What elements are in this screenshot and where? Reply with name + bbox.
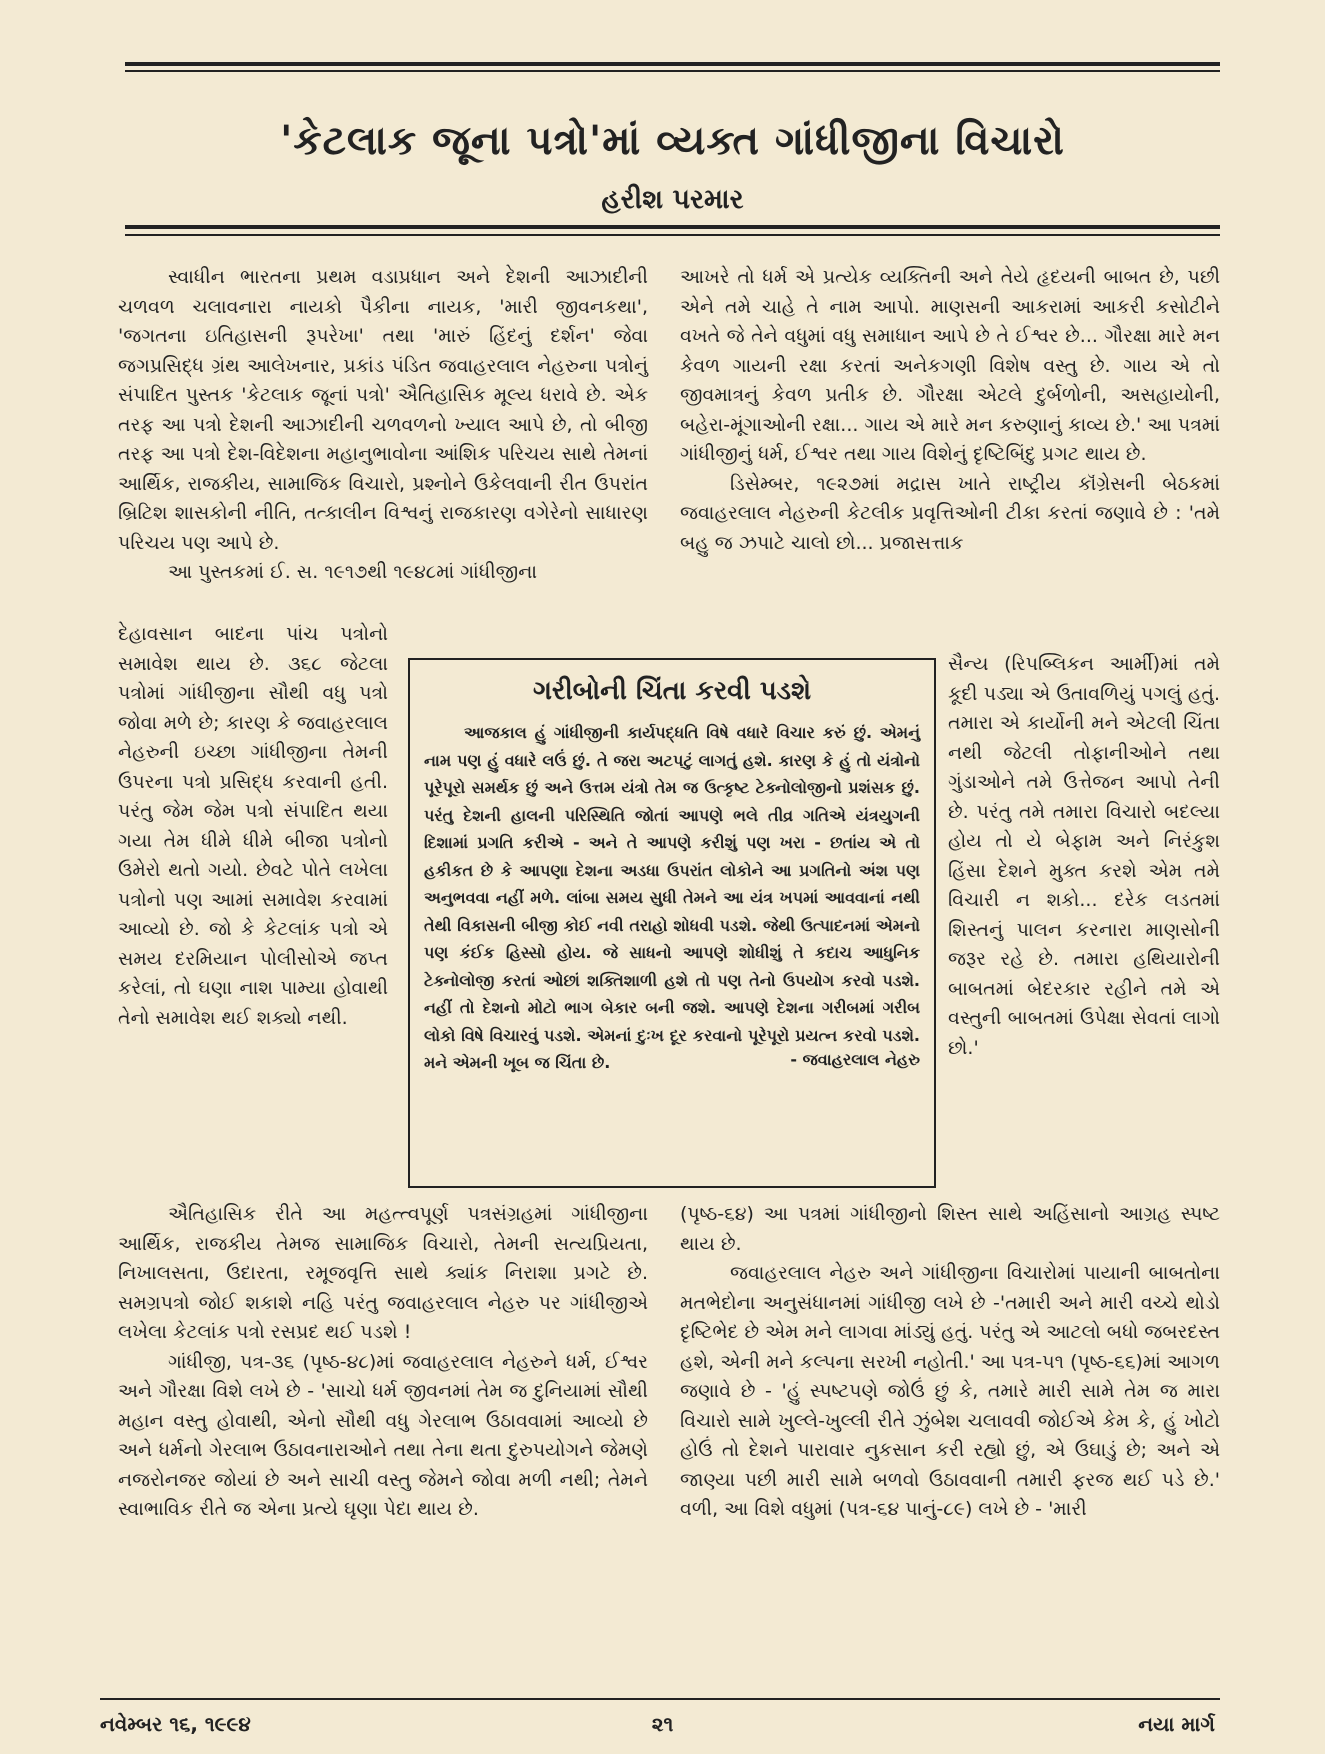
- right-column-top: [680, 263, 1220, 558]
- box-body: [424, 719, 920, 1077]
- box-paragraph: આજકાલ હું ગાંધીજીની કાર્યપદ્ધતિ વિષે વધારે વિચાર કરું છું. એમનું નામ પણ હું વધારે લઉં છું. તે જરા અટપટું લાગતું હશે. કારણ કે હું તો યંત્રોનો પૂરેપૂરો સમર્થક છું અને ઉત્તમ યંત્રો તેમ જ ઉત્કૃષ્ટ ટેક્નોલોજીનો પ્રશંસક છું. પરંતુ દેશની હાલની પરિસ્થિતિ જોતાં આપણે ભલે તીવ્ર ગતિએ યંત્રયુગની દિશામાં પ્રગતિ કરીએ - અને તે આપણે કરીશું પણ ખરા - છતાંય એ તો હકીકત છે કે આપણા દેશના અડધા ઉપરાંત લોકોને આ પ્રગતિનો અંશ પણ અનુભવવા નહીં મળે. લાંબા સમય સુધી તેમને આ યંત્ર ખપમાં આવવાનાં નથી તેથી વિકાસની બીજી કોઈ નવી તરાહો શોધવી પડશે. જેથી ઉત્પાદનમાં એમનો પણ કંઈક હિસ્સો હોય. જે સાધનો આપણે શોધીશું તે કદાચ આધુનિક ટેક્નોલોજી કરતાં ઓછાં શક્તિશાળી હશે તો પણ તેનો ઉપયોગ કરવો પડશે. નહીં તો દેશનો મોટો ભાગ બેકાર બની જશે. આપણે દેશના ગરીબમાં ગરીબ લોકો વિષે વિચારવું પડશે. એમનાં દુઃખ દૂર કરવાનો પૂરેપૂરો પ્રયત્ન કરવો પડશે. મને એમની ખૂબ જ ચિંતા છે.: [424, 723, 920, 1072]
- quote-box: [408, 658, 936, 1188]
- box-signature: - જવાહરલાલ નેહરુ: [790, 1049, 920, 1069]
- paragraph: ગાંધીજી, પત્ર-૩૬ (પૃષ્ઠ-૪૮)માં જવાહરલાલ નેહરુને ધર્મ, ઈશ્વર અને ગૌરક્ષા વિશે લખે છે - 'સાચો ધર્મ જીવનમાં તેમ જ દુનિયામાં સૌથી મહાન વસ્તુ હોવાથી, એનો સૌથી વધુ ગેરલાભ ઉઠાવવામાં આવ્યો છે અને ધર્મનો ગેરલાભ ઉઠાવનારાઓને તથા તેના થતા દુરુપયોગને જેમણે નજરોનજર જોયાં છે અને સાચી વસ્તુ જેમને જોવા મળી નથી; તેમને સ્વાભાવિક રીતે જ એના પ્રત્યે ઘૃણા પેદા થાય છે.: [118, 1350, 648, 1520]
- left-column-wrap: [118, 620, 388, 1033]
- footer-date: નવેમ્બર ૧૬, ૧૯૯૪: [100, 1712, 251, 1736]
- paragraph-start: આ પુસ્તકમાં ઈ. સ. ૧૯૧૭થી ૧૯૪૮માં ગાંધીજીના: [168, 561, 537, 583]
- article-author: હરીશ પરમાર: [601, 184, 744, 215]
- paragraph: સ્વાધીન ભારતના પ્રથમ વડાપ્રધાન અને દેશની આઝાદીની ચળવળ ચલાવનારા નાયકો પૈકીના નાયક, 'મારી જીવનકથા', 'જગતના ઇતિહાસની રૂપરેખા' તથા 'મારું હિંદનું દર્શન' જેવા જગપ્રસિદ્ધ ગ્રંથ આલેખનાર, પ્રકાંડ પંડિત જવાહરલાલ નેહરુના પત્રોનું સંપાદિત પુસ્તક 'કેટલાક જૂનાં પત્રો' ઐતિહાસિક મૂલ્ય ધરાવે છે. એક તરફ આ પત્રો દેશની આઝાદીની ચળવળનો ખ્યાલ આપે છે, તો બીજી તરફ આ પત્રો દેશ-વિદેશના મહાનુભાવોના આંશિક પરિચય સાથે તેમનાં આર્થિક, રાજકીય, સામાજિક વિચારો, પ્રશ્નોને ઉકેલવાની રીત ઉપરાંત બ્રિટિશ શાસકોની નીતિ, તત્કાલીન વિશ્વનું રાજકારણ વગેરેનો સાધારણ પરિચય પણ આપે છે.: [118, 266, 648, 554]
- left-column-bottom: [118, 1200, 648, 1525]
- left-column-top: [118, 263, 648, 588]
- paragraph: જવાહરલાલ નેહરુ અને ગાંધીજીના વિચારોમાં પાયાની બાબતોના મતભેદોના અનુસંધાનમાં ગાંધીજી લખે છે -'તમારી અને મારી વચ્ચે થોડો દૃષ્ટિભેદ છે એમ મને લાગવા માંડ્યું હતું. પરંતુ એ આટલો બધો જબરદસ્ત હશે, એની મને કલ્પના સરખી નહોતી.' આ પત્ર-૫૧ (પૃષ્ઠ-૬૬)માં આગળ જણાવે છે - 'હું સ્પષ્ટપણે જોઉં છું કે, તમારે મારી સામે તેમ જ મારા વિચારો સામે ખુલ્લે-ખુલ્લી રીતે ઝુંબેશ ચલાવવી જોઈએ કેમ કે, હું ખોટો હોઉં તો દેશને પારાવાર નુકસાન કરી રહ્યો છું, એ ઉઘાડું છે; અને એ જાણ્યા પછી મારી સામે બળવો ઉઠાવવાની તમારી ફરજ થઈ પડે છે.' વળી, આ વિશે વધુમાં (પત્ર-૬૪ પાનું-૮૯) લખે છે - 'મારી: [680, 1262, 1220, 1520]
- header-rule-thin: [125, 234, 1220, 236]
- footer-rule: [100, 1698, 1220, 1700]
- article-title: 'કેટલાક જૂના પત્રો'માં વ્યક્ત ગાંધીજીના વિચારો: [280, 118, 1065, 164]
- paragraph: ઐતિહાસિક રીતે આ મહત્ત્વપૂર્ણ પત્રસંગ્રહમાં ગાંધીજીના આર્થિક, રાજકીય તેમજ સામાજિક વિચારો, તેમની સત્યપ્રિયતા, નિખાલસતા, ઉદારતા, રમૂજવૃત્તિ સાથે ક્યાંક નિરાશા પ્રગટે છે. સમગ્રપત્રો જોઈ શકાશે નહિ પરંતુ જવાહરલાલ નેહરુ પર ગાંધીજીએ લખેલા કેટલાંક પત્રો રસપ્રદ થઈ પડશે !: [118, 1203, 648, 1343]
- top-rule-thin: [125, 70, 1220, 72]
- header-rule-thick: [125, 225, 1220, 229]
- paragraph-end: (પૃષ્ઠ-૬૪) આ પત્રમાં ગાંધીજીનો શિસ્ત સાથે અહિંસાનો આગ્રહ સ્પષ્ટ થાય છે.: [680, 1203, 1220, 1255]
- paragraph-continued: દેહાવસાન બાદના પાંચ પત્રોનો સમાવેશ થાય છે. ૩૬૮ જેટલા પત્રોમાં ગાંધીજીના સૌથી વધુ પત્રો જોવા મળે છે; કારણ કે જવાહરલાલ નેહરુની ઇચ્છા ગાંધીજીના તેમની ઉપરના પત્રો પ્રસિદ્ધ કરવાની હતી. પરંતુ જેમ જેમ પત્રો સંપાદિત થયા ગયા તેમ ધીમે ધીમે બીજા પત્રોનો ઉમેરો થતો ગયો. છેવટે પોતે લખેલા પત્રોનો પણ આમાં સમાવેશ કરવામાં આવ્યો છે. જો કે કેટલાંક પત્રો એ સમય દરમિયાન પોલીસોએ જપ્ત કરેલાં, તો ઘણા નાશ પામ્યા હોવાથી તેનો સમાવેશ થઈ શક્યો નથી.: [118, 623, 388, 1029]
- top-rule: [125, 62, 1220, 66]
- paragraph-start: ડિસેમ્બર, ૧૯૨૭માં મદ્રાસ ખાતે રાષ્ટ્રીય કૉંગ્રેસની બેઠકમાં જવાહરલાલ નેહરુની કેટલીક પ્રવૃત્તિઓની ટીકા કરતાં જણાવે છે : 'તમે બહુ જ ઝપાટે ચાલો છો... પ્રજાસત્તાક: [680, 472, 1220, 554]
- paragraph-continued: સૈન્ય (રિપબ્લિકન આર્મી)માં તમે કૂદી પડ્યા એ ઉતાવળિયું પગલું હતું. તમારા એ કાર્યોની મને એટલી ચિંતા નથી જેટલી તોફાનીઓને તથા ગુંડાઓને તમે ઉત્તેજન આપો તેની છે. પરંતુ તમે તમારા વિચારો બદલ્યા હોય તો યે બેફામ અને નિરંકુશ હિંસા દેશને મુક્ત કરશે એમ તમે વિચારી ન શકો... દરેક લડતમાં શિસ્તનું પાલન કરનારા માણસોની જરૂર રહે છે. તમારા હથિયારોની બાબતમાં બેદરકાર રહીને તમે એ વસ્તુની બાબતમાં ઉપેક્ષા સેવતાં લાગો છો.': [948, 653, 1220, 1059]
- paragraph: આખરે તો ધર્મ એ પ્રત્યેક વ્યક્તિની અને તેયે હૃદયની બાબત છે, પછી એને તમે ચાહે તે નામ આપો. માણસની આકરામાં આકરી કસોટીને વખતે જે તેને વધુમાં વધુ સમાધાન આપે છે તે ઈશ્વર છે... ગૌરક્ષા મારે મન કેવળ ગાયની રક્ષા કરતાં અનેકગણી વિશેષ વસ્તુ છે. ગાય એ તો જીવમાત્રનું કેવળ પ્રતીક છે. ગૌરક્ષા એટલે દુર્બળોની, અસહાયોની, બહેરા-મૂંગાઓની રક્ષા... ગાય એ મારે મન કરુણાનું કાવ્ય છે.' આ પત્રમાં ગાંધીજીનું ધર્મ, ઈશ્વર તથા ગાય વિશેનું દૃષ્ટિબિંદુ પ્રગટ થાય છે.: [680, 266, 1220, 465]
- right-column-wrap: [948, 650, 1220, 1063]
- right-column-bottom: [680, 1200, 1220, 1525]
- page-number: ૨૧: [651, 1712, 674, 1736]
- magazine-name: નયા માર્ગ: [1138, 1712, 1215, 1736]
- box-heading: ગરીબોની ચિંતા કરવી પડશે: [532, 676, 812, 706]
